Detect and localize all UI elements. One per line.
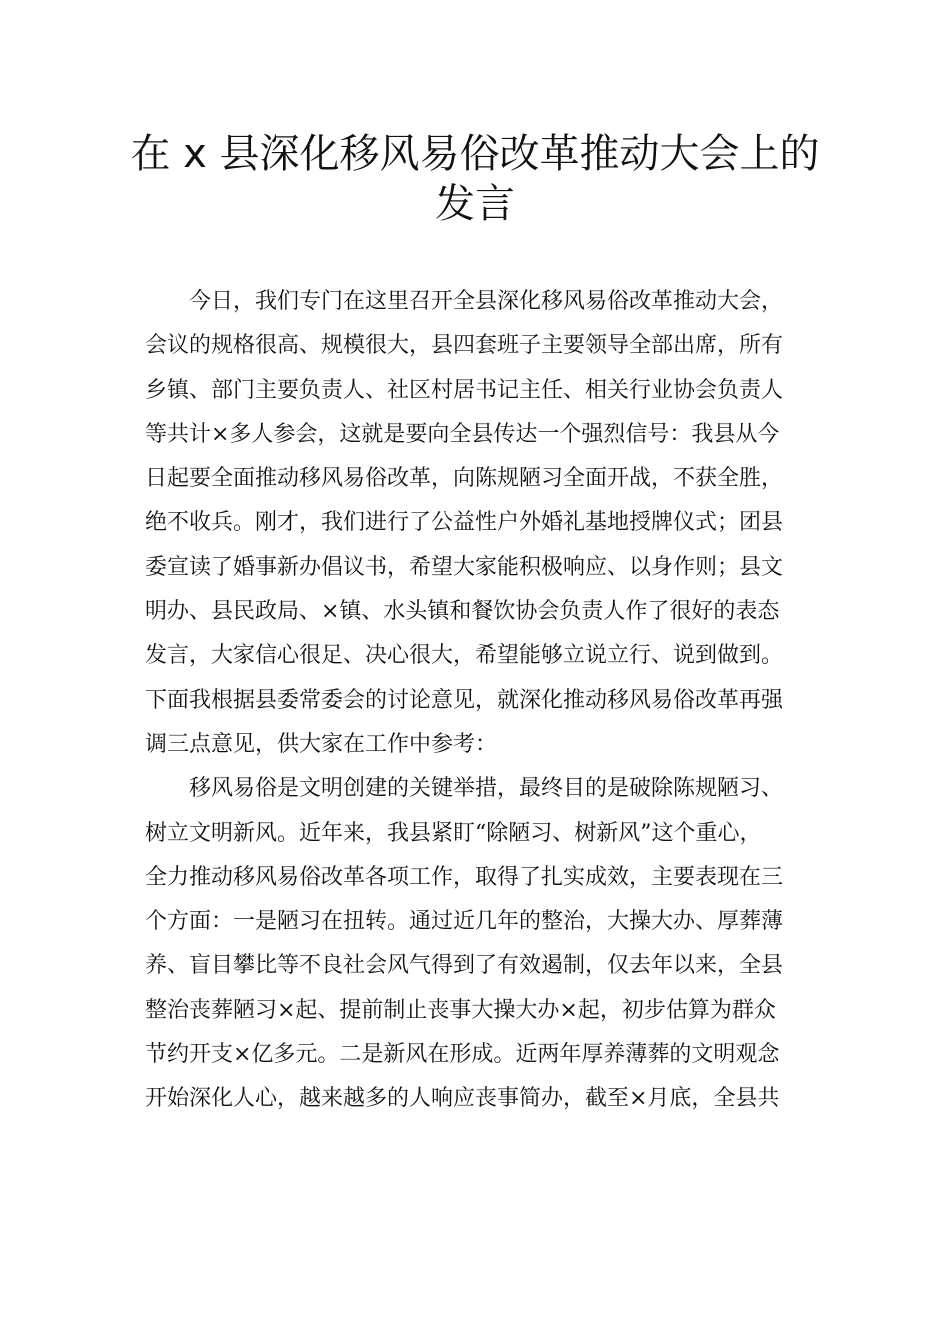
document-title-line-2: 发言: [435, 181, 515, 227]
paragraph-2-line-3: 全力推动移风易俗改革各项工作，取得了扎实成效，主要表现在三: [145, 864, 784, 890]
paragraph-2-line-6: 整治丧葬陋习×起、提前制止丧事大操大办×起，初步估算为群众: [145, 997, 776, 1023]
paragraph-2-line-2: 树立文明新风。近年来，我县紧盯“除陋习、树新风”这个重心，: [145, 820, 762, 846]
paragraph-1-line-4: 等共计×多人参会，这就是要向全县传达一个强烈信号：我县从今: [145, 421, 780, 447]
paragraph-1-line-3: 乡镇、部门主要负责人、社区村居书记主任、相关行业协会负责人: [145, 377, 784, 403]
paragraph-2-line-8: 开始深化人心，越来越多的人响应丧事简办，截至×月底，全县共: [145, 1086, 780, 1112]
paragraph-1-line-6: 绝不收兵。刚才，我们进行了公益性户外婚礼基地授牌仪式；团县: [145, 510, 784, 536]
paragraph-1-line-11: 调三点意见，供大家在工作中参考：: [145, 731, 498, 757]
paragraph-1-line-9: 发言，大家信心很足、决心很大，希望能够立说立行、说到做到。: [145, 643, 784, 669]
paragraph-2-line-1: 移风易俗是文明创建的关键举措，最终目的是破除陈规陋习、: [189, 776, 784, 802]
paragraph-1-line-10: 下面我根据县委常委会的讨论意见，就深化推动移风易俗改革再强: [145, 687, 784, 713]
paragraph-1-line-2: 会议的规格很高、规模很大，县四套班子主要领导全部出席，所有: [145, 333, 784, 359]
paragraph-1-line-1: 今日，我们专门在这里召开全县深化移风易俗改革推动大会，: [189, 289, 784, 314]
paragraph-1-line-8: 明办、县民政局、×镇、水头镇和餐饮协会负责人作了很好的表态: [145, 599, 780, 625]
paragraph-1-line-5: 日起要全面推动移风易俗改革，向陈规陋习全面开战，不获全胜，: [145, 466, 784, 492]
paragraph-2-line-7: 节约开支×亿多元。二是新风在形成。近两年厚养薄葬的文明观念: [145, 1042, 780, 1068]
paragraph-2-line-4: 个方面：一是陋习在扭转。通过近几年的整治，大操大办、厚葬薄: [145, 909, 784, 935]
paragraph-1-line-7: 委宣读了婚事新办倡议书，希望大家能积极响应、以身作则；县文: [145, 554, 784, 580]
document-body: [145, 280, 815, 1122]
paragraph-2-line-5: 养、盲目攀比等不良社会风气得到了有效遏制，仅去年以来，全县: [145, 953, 784, 979]
document-title-line-1: 在 x 县深化移风易俗改革推动大会上的: [130, 131, 820, 177]
